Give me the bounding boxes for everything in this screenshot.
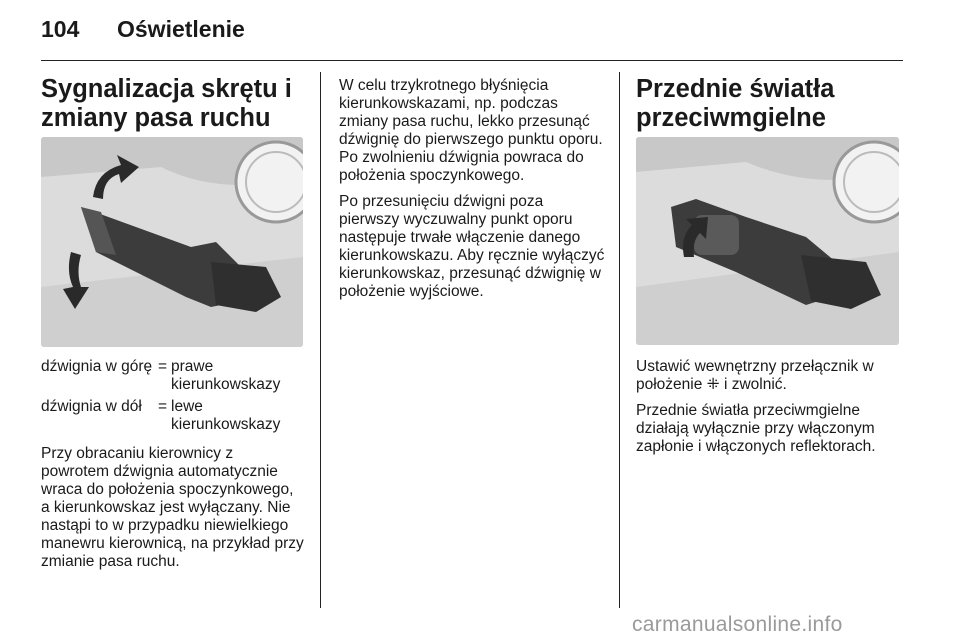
- fog-light-icon: ⁜: [706, 376, 720, 393]
- right-column: [636, 75, 906, 133]
- fog-instruction-text-a: Ustawić wewnętrzny przełącznik w położenie: [636, 358, 874, 393]
- definition-equals: =: [158, 358, 168, 375]
- three-flash-paragraph: W celu trzykrotnego błyśnięcia kierunkowskazami, np. podczas zmiany pasa ruchu, lekko przesunąć dźwignię do pierwszego punktu oporu. Po zwolnieniu dźwignia powraca do położenia spoczynkowego.: [339, 77, 603, 184]
- watermark: carmanualsonline.info: [632, 613, 843, 636]
- section-heading-turn-signals: Sygnalizacja skrętu i zmiany pasa ruchu: [41, 75, 292, 132]
- column-divider-1: [320, 72, 321, 608]
- section-heading-fog-lights: Przednie światła przeciwmgielne: [636, 75, 835, 132]
- fog-condition-paragraph: Przednie światła przeciwmgielne działają wyłącznie przy włączonym zapłonie i włączonych reflektorach.: [636, 402, 876, 455]
- fog-light-switch-illustration: [636, 137, 899, 345]
- middle-column: [339, 77, 607, 301]
- header-rule: [41, 60, 903, 61]
- fog-switch-instruction: [636, 358, 904, 394]
- fog-instruction-text-b: i zwolnić.: [719, 376, 787, 393]
- lever-svg: [41, 137, 303, 347]
- definition-desc: lewe kierunkowskazy: [171, 398, 281, 433]
- chapter-title: Oświetlenie: [117, 16, 245, 42]
- column-divider-2: [619, 72, 620, 608]
- auto-return-paragraph: Przy obracaniu kierownicy z powrotem dźwignia automatycznie wraca do położenia spoczynkowego, a kierunkowskaz jest wyłączany. Nie nastąpi to w przypadku niewielkiego manewru kierownicą, na przykład przy zmianie pasa ruchu.: [41, 445, 304, 570]
- page-header: [41, 16, 245, 43]
- turn-signal-lever-illustration: [41, 137, 303, 347]
- page-number: 104: [41, 16, 80, 42]
- definition-term: dźwignia w górę: [41, 358, 153, 375]
- right-paragraph-block: [636, 358, 904, 456]
- permanent-signal-paragraph: Po przesunięciu dźwigni poza pierwszy wyczuwalny punkt oporu następuje trwałe włączenie danego kierunkowskazu. Aby ręcznie wyłączyć kierunkowskaz, przesunąć dźwignię w położenie wyjściowe.: [339, 193, 605, 300]
- definition-desc: prawe kierunkowskazy: [171, 358, 281, 393]
- definition-list: [41, 358, 311, 438]
- definition-term: dźwignia w dół: [41, 398, 142, 415]
- left-paragraph-block: [41, 445, 305, 571]
- left-column: [41, 75, 306, 133]
- definition-equals: =: [158, 398, 168, 415]
- fog-switch-svg: [636, 137, 899, 345]
